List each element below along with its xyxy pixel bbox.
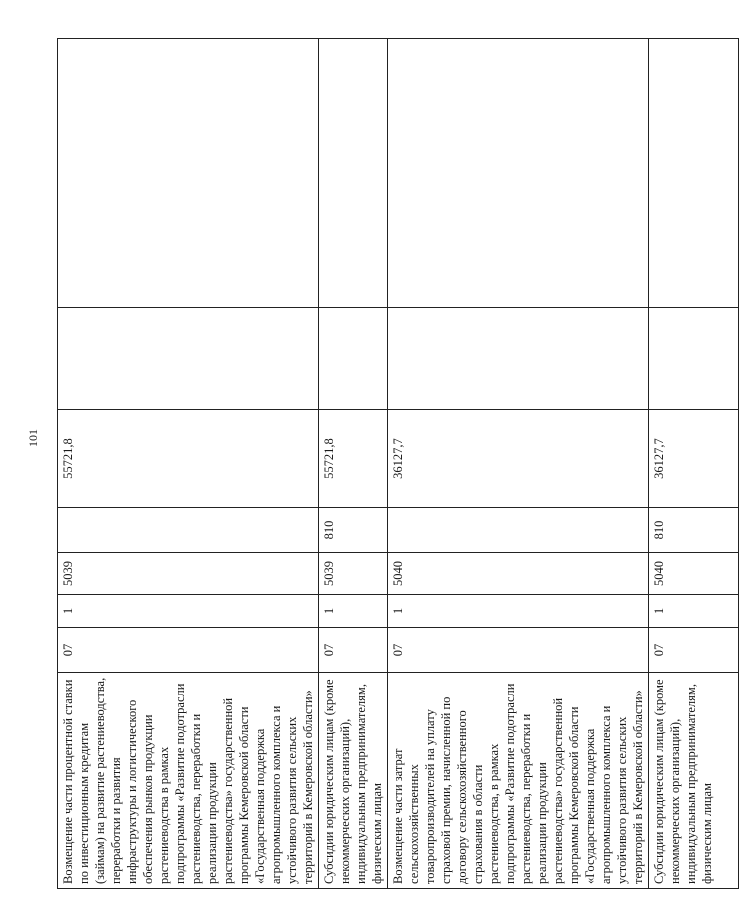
subsection-code: 1: [319, 595, 388, 628]
row-description: Субсидии юридическим лицам (кроме некоммерческих организаций), индивидуальным предпринимателям, физическим лицам: [319, 673, 388, 889]
section-code: 07: [319, 628, 388, 673]
section-code: 07: [649, 628, 739, 673]
expense-kind-code: [388, 508, 649, 553]
subsection-code: 1: [388, 595, 649, 628]
section-code: 07: [58, 628, 319, 673]
expense-kind-code: 810: [319, 508, 388, 553]
empty-cell: [58, 308, 319, 410]
target-code: 5040: [649, 553, 739, 595]
page-number: 101: [26, 429, 40, 447]
table-row: [319, 39, 388, 889]
row-description: Возмещение части затрат сельскохозяйственных товаропроизводителей на уплату страховой премии, начисленной по договору сельскохозяйственного страхования в области растениеводства, в рамках подпрограммы «Развитие подотрасли растениеводства, переработки и реализации продукции растениеводства» государственной программы Кемеровской области «Государственная поддержка агропромышленного комплекса и устойчивого развития сельских территорий в Кемеровской области»: [388, 673, 649, 889]
empty-cell: [388, 39, 649, 308]
target-code: 5039: [319, 553, 388, 595]
table-row: [649, 39, 739, 889]
expense-kind-code: [58, 508, 319, 553]
table-row: [58, 39, 319, 889]
amount: 55721,8: [58, 410, 319, 508]
empty-cell: [388, 308, 649, 410]
table-row: [388, 39, 649, 889]
amount: 36127,7: [388, 410, 649, 508]
empty-cell: [58, 39, 319, 308]
section-code: 07: [388, 628, 649, 673]
empty-cell: [649, 308, 739, 410]
budget-table: [57, 38, 739, 889]
expense-kind-code: 810: [649, 508, 739, 553]
target-code: 5040: [388, 553, 649, 595]
amount: 36127,7: [649, 410, 739, 508]
row-description: Возмещение части процентной ставки по инвестиционным кредитам (займам) на развитие растениеводства, переработки и развития инфраструктуры и логистического обеспечения рынков продукции растениеводства в рамках подпрограммы «Развитие подотрасли растениеводства, переработки и реализации продукции растениеводства» государственной программы Кемеровской области «Государственная поддержка агропромышленного комплекса и устойчивого развития сельских территорий в Кемеровской области»: [58, 673, 319, 889]
target-code: 5039: [58, 553, 319, 595]
empty-cell: [649, 39, 739, 308]
empty-cell: [319, 39, 388, 308]
row-description: Субсидии юридическим лицам (кроме некоммерческих организаций), индивидуальным предпринимателям, физическим лицам: [649, 673, 739, 889]
subsection-code: 1: [58, 595, 319, 628]
subsection-code: 1: [649, 595, 739, 628]
empty-cell: [319, 308, 388, 410]
budget-table-rotated: [57, 39, 714, 889]
amount: 55721,8: [319, 410, 388, 508]
